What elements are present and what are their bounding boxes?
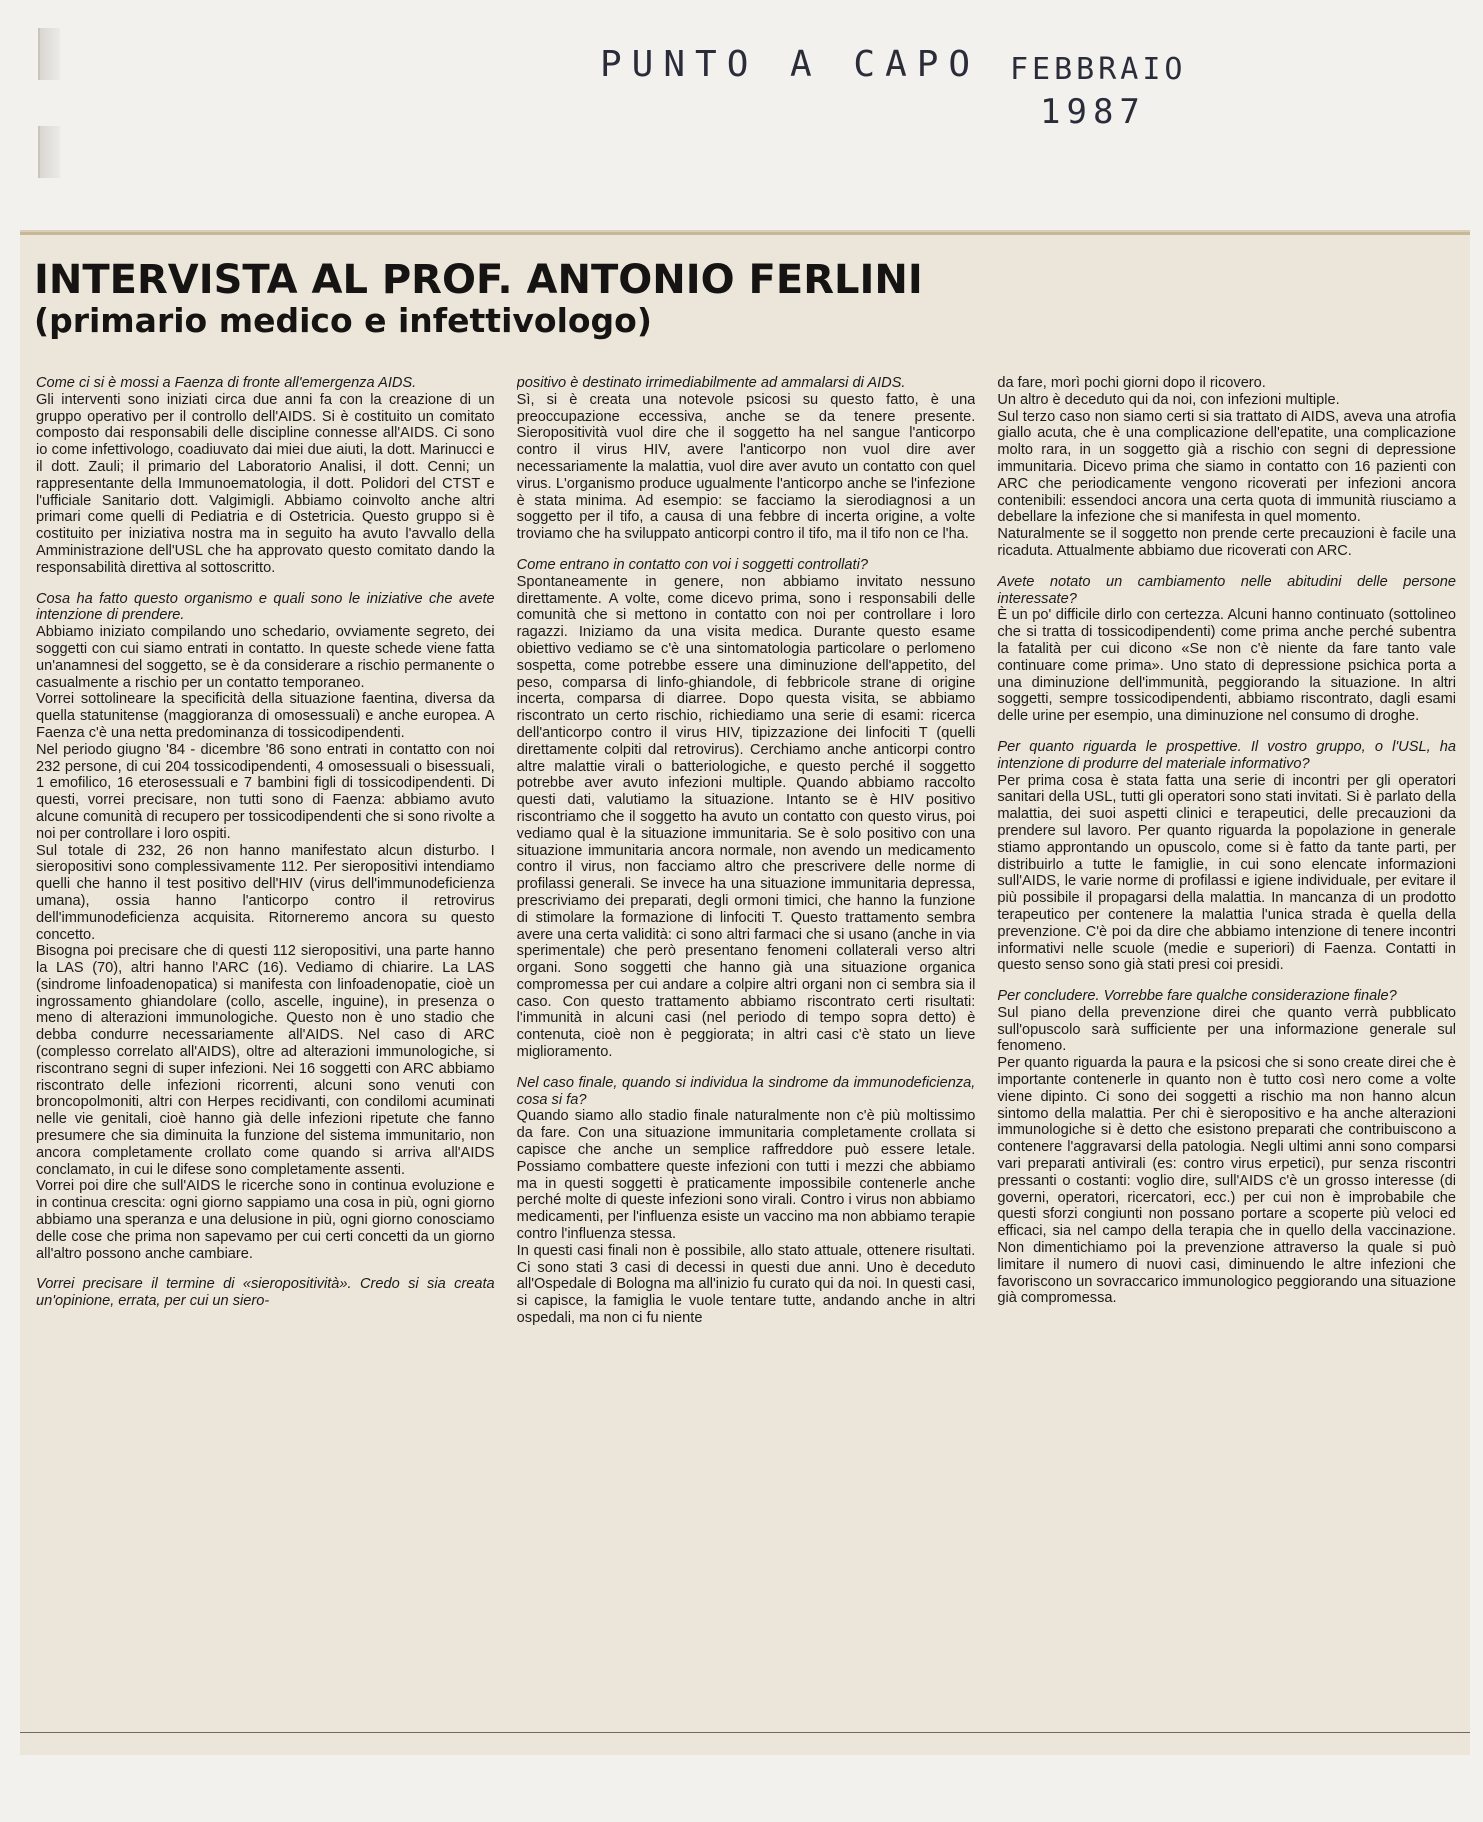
interview-answer: Vorrei sottolineare la specificità della situazione faentina, diversa da quella statunitense (maggioranza di omosessuali) e anche europea. A Faenza c'è una netta predominanza di tossicodipendenti.: [36, 691, 495, 741]
interview-answer: Sì, si è creata una notevole psicosi su questo fatto, è una preoccupazione eccessiva, anche se da tenere presente. Sieropositività vuol dire che il soggetto ha nel sangue l'anticorpo contro il virus HIV, avere l'anticorpo non vuol dire aver necessariamente la malattia, vuol dire aver avuto un contatto con quel virus. L'organismo produce ugualmente l'anticorpo anche se l'infezione è stata minima. Ad esempio: se facciamo la sierodiagnosi a un soggetto per il tifo, a causa di una febbre di incerta origine, a volte troviamo che ha sviluppato anticorpi contro il tifo, ma il tifo non ce l'ha.: [516, 391, 976, 543]
article-column-3: [997, 375, 1456, 1715]
interview-answer: Vorrei poi dire che sull'AIDS le ricerche sono in continua evoluzione e in continua crescita: ogni giorno sappiamo una cosa in più, ogni giorno abbiamo una speranza e una delusione in più, ogni giorno conosciamo delle cose che prima non sapevamo per cui certi concetti da un giorno all'altro possono anche cambiare.: [36, 1178, 495, 1262]
interview-question: Come entrano in contatto con voi i soggetti controllati?: [516, 556, 868, 573]
interview-answer: Per quanto riguarda la paura e la psicosi che si sono create direi che è importante contenerle in quanto non è tutto così nero come a volte viene dipinto. Ci sono dei soggetti a rischio ma non hanno alcun sintomo della malattia. Per chi è sieropositivo e ha anche alterazioni immunologiche si è detto che esistono preparati che contribuiscono a contenere l'aggravarsi della patologia. Negli ultimi anni sono comparsi vari preparati antivirali (es: contro virus erpetici), pur senza riscontri pressanti o costanti: voglio dire, sull'AIDS c'è un grosso interesse (di governi, operatori, ricercatori, ecc.) per cui non è improbabile che questi sforzi congiunti non possano portare a scoperte più veloci ed efficaci, sia nel campo della terapia che in quello della vaccinazione. Non dimentichiamo poi la prevenzione attraverso la quale si può limitare il numero di nuovi casi, diminuendo le altre infezioni che favoriscono un sovraccarico immunologico peggiorando una situazione già compromessa.: [997, 1055, 1457, 1307]
interview-question: Come ci si è mossi a Faenza di fronte all'emergenza AIDS.: [36, 375, 417, 391]
article-column-1: [36, 375, 495, 1715]
article-column-2: [517, 375, 976, 1715]
interview-question: Per concludere. Vorrebbe fare qualche considerazione finale?: [997, 988, 1397, 1005]
interview-answer: Nel periodo giugno '84 - dicembre '86 sono entrati in contatto con noi 232 persone, di cui 204 tossicodipendenti, 4 omosessuali o bisessuali, 1 emofilico, 16 eterosessuali e 7 bambini figli di tossicodipendenti. Di questi, vorrei precisare, non tutti sono di Faenza: abbiamo avuto alcune comunità di recupero per tossicodipendenti che si sono rivolte a noi per controllare i loro ospiti.: [36, 741, 495, 842]
newspaper-clipping: [20, 232, 1470, 1755]
interview-answer: da fare, morì pochi giorni dopo il ricovero.: [997, 375, 1266, 391]
interview-question: Per quanto riguarda le prospettive. Il vostro gruppo, o l'USL, ha intenzione di produrre del materiale informativo?: [997, 738, 1457, 772]
interview-answer: Bisogna poi precisare che di questi 112 sieropositivi, una parte hanno la LAS (70), altri hanno l'ARC (16). Vediamo di chiarire. La LAS (sindrome linfoadenopatica) si manifesta con linfoadenopatie, cioè un ingrossamento ghiandolare (collo, ascelle, inguine), in presenza o meno di alterazioni immunologiche. Questo non è uno stadio che debba condurre necessariamente all'AIDS. Nel caso di ARC (complesso correlato all'AIDS), oltre ad alterazioni immunologiche, si riscontrano segni di super infezioni. Nei 16 soggetti con ARC abbiamo riscontrato delle infezioni ricorrenti, alcuni sono venuti con broncopolmoniti, altri con Herpes recidivanti, con condilomi acuminati nelle vie genitali, cioè hanno già delle infezioni ripetute che fanno presumere che sia diminuita la funzione del sistema immunitario, non ancora completamente crollato come quando si arriva all'AIDS conclamato, in cui le difese sono completamente assenti.: [36, 943, 495, 1178]
handwritten-month: FEBBRAIO: [1010, 52, 1187, 87]
interview-answer: Sul totale di 232, 26 non hanno manifestato alcun disturbo. I sieropositivi sono complessivamente 112. Per sieropositivi intendiamo quelli che hanno il test positivo dell'HIV (virus dell'immunodeficienza umana), ossia hanno l'anticorpo contro il retrovirus dell'immunodeficienza acquisita. Ritorneremo ancora su questo concetto.: [36, 842, 495, 943]
binder-hole-bottom: [38, 126, 60, 178]
interview-question: positivo è destinato irrimediabilmente ad ammalarsi di AIDS.: [516, 375, 906, 391]
article-subheadline: (primario medico e infettivologo): [34, 301, 652, 340]
interview-answer: In questi casi finali non è possibile, allo stato attuale, ottenere risultati. Ci sono stati 3 casi di decessi in questi due anni. Uno è deceduto all'Ospedale di Bologna ma all'inizio fu curato qui da noi. In questi casi, si capisce, la famiglia le vuole tentare tutte, andando anche in altri ospedali, ma non ci fu niente: [516, 1242, 976, 1327]
interview-answer: Per prima cosa è stata fatta una serie di incontri per gli operatori sanitari della USL, tutti gli operatori sono stati invitati. Si è parlato della malattia, dei suoi aspetti clinici e terapeutici, delle precauzioni da prendere sul lavoro. Per quanto riguarda la popolazione in generale stiamo approntando un opuscolo, come si è fatto da tante parti, per distribuirlo a tutte le famiglie, in cui sono elencate informazioni sull'AIDS, le varie norme di profilassi e igiene individuale, per evitare il più possibile il propagarsi della malattia. In mancanza di un prodotto terapeutico per contenere la malattia l'unica strada è quella della prevenzione. C'è poi da dire che abbiamo intenzione di tenere incontri informativi nelle scuole (medie e superiori) di Faenza. Contatti in questo senso sono già stati presi coi presidi.: [997, 772, 1457, 974]
interview-question: Avete notato un cambiamento nelle abitudini delle persone interessate?: [997, 573, 1457, 607]
interview-answer: Spontaneamente in genere, non abbiamo invitato nessuno direttamente. A volte, come dicevo prima, sono i responsabili delle comunità che si mettono in contatto con noi per controllare i loro ragazzi. Iniziamo da una visita medica. Durante questo esame obiettivo vediamo se c'è una sintomatologia particolare o perlomeno sospetta, come potrebbe essere una diminuzione dell'appetito, del peso, comparsa di linfo-ghiandole, di febbricole strane di origine incerta, comparsa di diarree. Dopo questa visita, se abbiamo riscontrato un certo rischio, richiediamo una serie di esami: ricerca dell'anticorpo contro il virus HIV, tipizzazione dei linfociti T (quelli direttamente colpiti dal retrovirus). Cerchiamo anche anticorpi contro altre malattie virali o batteriologiche, e questo perché il soggetto potrebbe aver avuto infezioni multiple. Quando abbiamo raccolto questi dati, valutiamo la situazione. Intanto se è HIV positivo riscontriamo che il soggetto ha avuto un contatto con questo virus, poi vediamo qual è la situazione immunitaria. Se è solo positivo con una situazione immunitaria ancora normale, non avendo un medicamento contro il virus, non facciamo altro che prescrivere delle norme di profilassi generali. Se invece ha una situazione immunitaria depressa, prescriviamo dei preparati, degli ormoni timici, che hanno la funzione di stimolare la formazione di linfociti T. Questo trattamento sembra avere una certa validità: ci sono altri farmaci che si usano (anche in via sperimentale) che però presentano fenomeni collaterali verso altri organi. Sono soggetti che hanno già una situazione organica compromessa per cui andare a colpire altri organi non ci sembra sia il caso. Con questo trattamento abbiamo riscontrato certi risultati: l'immunità in alcuni casi (nel periodo di tempo sopra detto) è contenuta, cioè non è peggiorata; in altri casi c'è stato un lieve miglioramento.: [516, 573, 976, 1061]
interview-question: Vorrei precisare il termine di «sieropositività». Credo si sia creata un'opinione, errata, per cui un siero-: [36, 1276, 495, 1310]
interview-question: Nel caso finale, quando si individua la sindrome da immunodeficienza, cosa si fa?: [516, 1074, 976, 1108]
article-body: [36, 375, 1456, 1715]
interview-answer: Abbiamo iniziato compilando uno schedario, ovviamente segreto, dei soggetti con cui siamo entrati in contatto. In queste schede viene fatta un'anamnesi del soggetto, se è da considerare a rischio permanente o casualmente a rischio per un contatto temporaneo.: [36, 624, 495, 691]
binder-hole-top: [38, 28, 60, 80]
interview-answer: Naturalmente se il soggetto non prende certe precauzioni è facile una ricaduta. Attualmente abbiamo due ricoverati con ARC.: [997, 526, 1457, 559]
interview-answer: È un po' difficile dirlo con certezza. Alcuni hanno continuato (sottolineo che si tratta di tossicodipendenti) come prima anche perché subentra la fatalità per cui dicono «Se non c'è niente da fare tanto vale continuare come prima». Uno stato di depressione psichica porta a una diminuzione dell'immunità, peggiorando la situazione. In altri soggetti, sempre tossicodipendenti, abbiamo riscontrato, dagli esami delle urine per esempio, una diminuzione nel consumo di droghe.: [997, 607, 1457, 725]
handwritten-year: 1987: [1040, 92, 1146, 132]
article-headline: INTERVISTA AL PROF. ANTONIO FERLINI: [34, 257, 923, 303]
bottom-rule: [20, 1732, 1470, 1733]
interview-answer: Sul terzo caso non siamo certi si sia trattato di AIDS, aveva una atrofia giallo acuta, che è una complicazione dell'epatite, una complicazione molto rara, in un soggetto già a rischio con segni di depressione immunitaria. Dicevo prima che siamo in contatto con 16 pazienti con ARC che periodicamente vengono ricoverati per infezioni ancora contenibili: essendoci ancora una certa quota di immunità riusciamo a debellare la infezione che si manifesta in quel momento.: [997, 408, 1457, 526]
interview-question: Cosa ha fatto questo organismo e quali sono le iniziative che avete intenzione di prendere.: [36, 590, 495, 624]
interview-answer: Un altro è deceduto qui da noi, con infezioni multiple.: [997, 391, 1340, 408]
interview-answer: Quando siamo allo stadio finale naturalmente non c'è più moltissimo da fare. Con una situazione immunitaria completamente crollata si capisce che anche un semplice raffreddore può essere letale. Possiamo combattere queste infezioni con tutti i mezzi che abbiamo ma in questi soggetti è praticamente impossibile contenerle anche perché molte di queste infezioni sono virali. Contro i virus non abbiamo medicamenti, per l'influenza esiste un vaccino ma non abbiamo terapie contro l'influenza stessa.: [516, 1108, 976, 1243]
handwritten-publication: PUNTO A CAPO: [600, 44, 981, 85]
interview-answer: Sul piano della prevenzione direi che quanto verrà pubblicato sull'opuscolo sarà sufficiente per una informazione generale sul fenomeno.: [997, 1004, 1457, 1055]
interview-answer: Gli interventi sono iniziati circa due anni fa con la creazione di un gruppo operativo per il controllo dell'AIDS. Si è costituito un comitato composto dai responsabili delle discipline connesse all'AIDS. Ci sono io come infettivologo, coadiuvato dai miei due aiuti, la dott. Marinucci e il dott. Zauli; il primario del Laboratorio Analisi, il dott. Cenni; un rappresentante della Immunoematologia, il dott. Polidori del CTST e l'ufficiale Sanitario dott. Valgimigli. Abbiamo coinvolto anche altri primari come quelli di Pediatria e di Ostetricia. Questo gruppo si è costituito per iniziativa nostra ma in seguito ha avuto l'avvallo della Amministrazione dell'USL che ha approvato questo comitato dando la responsabilità direttiva al sottoscritto.: [36, 391, 495, 576]
